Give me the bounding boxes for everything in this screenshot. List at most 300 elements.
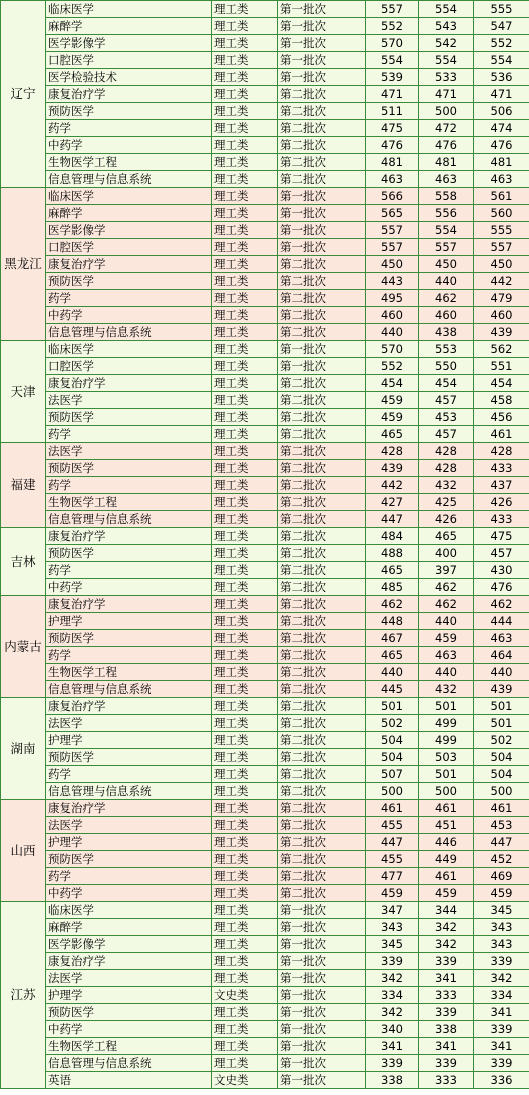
avg-score-cell: 336 — [474, 1072, 529, 1089]
max-score-cell: 557 — [366, 222, 419, 239]
major-cell: 康复治疗学 — [46, 375, 212, 392]
batch-cell: 第一批次 — [278, 1055, 366, 1072]
batch-cell: 第二批次 — [278, 137, 366, 154]
table-row — [1, 375, 529, 392]
max-score-cell: 484 — [366, 528, 419, 545]
min-score-cell: 446 — [419, 834, 474, 851]
avg-score-cell: 342 — [474, 970, 529, 987]
table-row — [1, 630, 529, 647]
avg-score-cell: 461 — [474, 426, 529, 443]
batch-cell: 第二批次 — [278, 256, 366, 273]
table-row — [1, 834, 529, 851]
category-cell: 理工类 — [212, 154, 278, 171]
major-cell: 康复治疗学 — [46, 596, 212, 613]
max-score-cell: 342 — [366, 970, 419, 987]
category-cell: 理工类 — [212, 494, 278, 511]
batch-cell: 第二批次 — [278, 596, 366, 613]
batch-cell: 第二批次 — [278, 749, 366, 766]
table-row — [1, 494, 529, 511]
batch-cell: 第二批次 — [278, 545, 366, 562]
avg-score-cell: 551 — [474, 358, 529, 375]
table-row — [1, 749, 529, 766]
major-cell: 预防医学 — [46, 545, 212, 562]
min-score-cell: 339 — [419, 953, 474, 970]
category-cell: 理工类 — [212, 137, 278, 154]
avg-score-cell: 562 — [474, 341, 529, 358]
min-score-cell: 553 — [419, 341, 474, 358]
batch-cell: 第二批次 — [278, 613, 366, 630]
category-cell: 理工类 — [212, 86, 278, 103]
avg-score-cell: 464 — [474, 647, 529, 664]
avg-score-cell: 463 — [474, 171, 529, 188]
batch-cell: 第二批次 — [278, 630, 366, 647]
min-score-cell: 463 — [419, 171, 474, 188]
min-score-cell: 432 — [419, 477, 474, 494]
avg-score-cell: 341 — [474, 1004, 529, 1021]
table-row — [1, 188, 529, 205]
avg-score-cell: 433 — [474, 460, 529, 477]
min-score-cell: 400 — [419, 545, 474, 562]
max-score-cell: 511 — [366, 103, 419, 120]
major-cell: 麻醉学 — [46, 205, 212, 222]
category-cell: 理工类 — [212, 103, 278, 120]
category-cell: 理工类 — [212, 681, 278, 698]
table-row — [1, 426, 529, 443]
major-cell: 预防医学 — [46, 851, 212, 868]
category-cell: 理工类 — [212, 290, 278, 307]
avg-score-cell: 444 — [474, 613, 529, 630]
max-score-cell: 447 — [366, 511, 419, 528]
max-score-cell: 539 — [366, 69, 419, 86]
min-score-cell: 425 — [419, 494, 474, 511]
table-row — [1, 171, 529, 188]
major-cell: 生物医学工程 — [46, 1038, 212, 1055]
avg-score-cell: 481 — [474, 154, 529, 171]
min-score-cell: 501 — [419, 698, 474, 715]
batch-cell: 第二批次 — [278, 307, 366, 324]
min-score-cell: 454 — [419, 375, 474, 392]
min-score-cell: 543 — [419, 18, 474, 35]
max-score-cell: 443 — [366, 273, 419, 290]
max-score-cell: 566 — [366, 188, 419, 205]
avg-score-cell: 339 — [474, 1055, 529, 1072]
batch-cell: 第二批次 — [278, 851, 366, 868]
max-score-cell: 347 — [366, 902, 419, 919]
batch-cell: 第二批次 — [278, 885, 366, 902]
batch-cell: 第一批次 — [278, 222, 366, 239]
major-cell: 药学 — [46, 290, 212, 307]
table-row — [1, 35, 529, 52]
major-cell: 预防医学 — [46, 460, 212, 477]
batch-cell: 第二批次 — [278, 375, 366, 392]
table-body — [1, 1, 529, 1089]
table-row — [1, 324, 529, 341]
category-cell: 理工类 — [212, 1004, 278, 1021]
avg-score-cell: 454 — [474, 375, 529, 392]
max-score-cell: 341 — [366, 1038, 419, 1055]
batch-cell: 第二批次 — [278, 817, 366, 834]
major-cell: 口腔医学 — [46, 52, 212, 69]
category-cell: 理工类 — [212, 579, 278, 596]
max-score-cell: 507 — [366, 766, 419, 783]
table-row — [1, 579, 529, 596]
avg-score-cell: 561 — [474, 188, 529, 205]
min-score-cell: 450 — [419, 256, 474, 273]
max-score-cell: 504 — [366, 749, 419, 766]
category-cell: 理工类 — [212, 732, 278, 749]
max-score-cell: 340 — [366, 1021, 419, 1038]
max-score-cell: 334 — [366, 987, 419, 1004]
min-score-cell: 558 — [419, 188, 474, 205]
batch-cell: 第二批次 — [278, 409, 366, 426]
major-cell: 康复治疗学 — [46, 256, 212, 273]
table-row — [1, 239, 529, 256]
table-row — [1, 1038, 529, 1055]
major-cell: 生物医学工程 — [46, 154, 212, 171]
max-score-cell: 427 — [366, 494, 419, 511]
avg-score-cell: 460 — [474, 307, 529, 324]
max-score-cell: 459 — [366, 392, 419, 409]
category-cell: 理工类 — [212, 647, 278, 664]
min-score-cell: 440 — [419, 613, 474, 630]
category-cell: 理工类 — [212, 936, 278, 953]
avg-score-cell: 504 — [474, 749, 529, 766]
min-score-cell: 500 — [419, 783, 474, 800]
max-score-cell: 467 — [366, 630, 419, 647]
min-score-cell: 342 — [419, 919, 474, 936]
avg-score-cell: 471 — [474, 86, 529, 103]
major-cell: 药学 — [46, 562, 212, 579]
max-score-cell: 442 — [366, 477, 419, 494]
table-row — [1, 783, 529, 800]
major-cell: 医学影像学 — [46, 35, 212, 52]
min-score-cell: 462 — [419, 290, 474, 307]
max-score-cell: 447 — [366, 834, 419, 851]
batch-cell: 第二批次 — [278, 647, 366, 664]
avg-score-cell: 555 — [474, 1, 529, 18]
category-cell: 理工类 — [212, 307, 278, 324]
max-score-cell: 440 — [366, 664, 419, 681]
max-score-cell: 338 — [366, 1072, 419, 1089]
max-score-cell: 500 — [366, 783, 419, 800]
table-row — [1, 256, 529, 273]
major-cell: 医学影像学 — [46, 936, 212, 953]
min-score-cell: 397 — [419, 562, 474, 579]
min-score-cell: 461 — [419, 868, 474, 885]
max-score-cell: 502 — [366, 715, 419, 732]
major-cell: 信息管理与信息系统 — [46, 681, 212, 698]
batch-cell: 第一批次 — [278, 52, 366, 69]
table-row — [1, 154, 529, 171]
avg-score-cell: 343 — [474, 936, 529, 953]
avg-score-cell: 500 — [474, 783, 529, 800]
max-score-cell: 552 — [366, 358, 419, 375]
batch-cell: 第一批次 — [278, 35, 366, 52]
category-cell: 理工类 — [212, 528, 278, 545]
min-score-cell: 476 — [419, 137, 474, 154]
major-cell: 英语 — [46, 1072, 212, 1089]
max-score-cell: 440 — [366, 324, 419, 341]
min-score-cell: 428 — [419, 443, 474, 460]
max-score-cell: 445 — [366, 681, 419, 698]
major-cell: 信息管理与信息系统 — [46, 511, 212, 528]
avg-score-cell: 469 — [474, 868, 529, 885]
min-score-cell: 461 — [419, 800, 474, 817]
category-cell: 理工类 — [212, 868, 278, 885]
table-row — [1, 851, 529, 868]
table-row — [1, 647, 529, 664]
min-score-cell: 499 — [419, 715, 474, 732]
major-cell: 康复治疗学 — [46, 86, 212, 103]
avg-score-cell: 501 — [474, 698, 529, 715]
category-cell: 理工类 — [212, 1055, 278, 1072]
batch-cell: 第一批次 — [278, 1021, 366, 1038]
table-row — [1, 528, 529, 545]
table-row — [1, 715, 529, 732]
batch-cell: 第一批次 — [278, 953, 366, 970]
avg-score-cell: 341 — [474, 1038, 529, 1055]
category-cell: 理工类 — [212, 902, 278, 919]
max-score-cell: 454 — [366, 375, 419, 392]
min-score-cell: 333 — [419, 1072, 474, 1089]
major-cell: 药学 — [46, 766, 212, 783]
min-score-cell: 542 — [419, 35, 474, 52]
table-row — [1, 987, 529, 1004]
avg-score-cell: 457 — [474, 545, 529, 562]
max-score-cell: 460 — [366, 307, 419, 324]
max-score-cell: 450 — [366, 256, 419, 273]
batch-cell: 第二批次 — [278, 562, 366, 579]
batch-cell: 第二批次 — [278, 426, 366, 443]
table-row — [1, 613, 529, 630]
category-cell: 理工类 — [212, 783, 278, 800]
province-cell: 江苏 — [1, 902, 46, 1089]
batch-cell: 第二批次 — [278, 800, 366, 817]
min-score-cell: 440 — [419, 664, 474, 681]
table-row — [1, 341, 529, 358]
avg-score-cell: 475 — [474, 528, 529, 545]
category-cell: 理工类 — [212, 222, 278, 239]
max-score-cell: 481 — [366, 154, 419, 171]
batch-cell: 第二批次 — [278, 715, 366, 732]
category-cell: 理工类 — [212, 18, 278, 35]
major-cell: 麻醉学 — [46, 18, 212, 35]
min-score-cell: 341 — [419, 1038, 474, 1055]
avg-score-cell: 474 — [474, 120, 529, 137]
avg-score-cell: 452 — [474, 851, 529, 868]
category-cell: 理工类 — [212, 392, 278, 409]
batch-cell: 第二批次 — [278, 868, 366, 885]
table-row — [1, 18, 529, 35]
category-cell: 理工类 — [212, 970, 278, 987]
category-cell: 理工类 — [212, 120, 278, 137]
avg-score-cell: 554 — [474, 52, 529, 69]
major-cell: 生物医学工程 — [46, 494, 212, 511]
table-row — [1, 562, 529, 579]
table-row — [1, 222, 529, 239]
table-row — [1, 409, 529, 426]
max-score-cell: 455 — [366, 817, 419, 834]
batch-cell: 第二批次 — [278, 154, 366, 171]
batch-cell: 第二批次 — [278, 460, 366, 477]
category-cell: 理工类 — [212, 715, 278, 732]
category-cell: 理工类 — [212, 1, 278, 18]
major-cell: 医学检验技术 — [46, 69, 212, 86]
table-row — [1, 86, 529, 103]
avg-score-cell: 343 — [474, 919, 529, 936]
table-row — [1, 953, 529, 970]
avg-score-cell: 433 — [474, 511, 529, 528]
avg-score-cell: 463 — [474, 630, 529, 647]
major-cell: 临床医学 — [46, 1, 212, 18]
table-row — [1, 868, 529, 885]
major-cell: 生物医学工程 — [46, 664, 212, 681]
table-row — [1, 970, 529, 987]
category-cell: 理工类 — [212, 800, 278, 817]
table-row — [1, 52, 529, 69]
avg-score-cell: 506 — [474, 103, 529, 120]
table-row — [1, 358, 529, 375]
avg-score-cell: 453 — [474, 817, 529, 834]
batch-cell: 第一批次 — [278, 69, 366, 86]
batch-cell: 第二批次 — [278, 171, 366, 188]
category-cell: 理工类 — [212, 239, 278, 256]
avg-score-cell: 552 — [474, 35, 529, 52]
max-score-cell: 552 — [366, 18, 419, 35]
table-row — [1, 596, 529, 613]
batch-cell: 第一批次 — [278, 1072, 366, 1089]
min-score-cell: 481 — [419, 154, 474, 171]
max-score-cell: 504 — [366, 732, 419, 749]
batch-cell: 第一批次 — [278, 341, 366, 358]
major-cell: 法医学 — [46, 970, 212, 987]
batch-cell: 第二批次 — [278, 681, 366, 698]
min-score-cell: 457 — [419, 392, 474, 409]
min-score-cell: 440 — [419, 273, 474, 290]
table-row — [1, 919, 529, 936]
min-score-cell: 432 — [419, 681, 474, 698]
max-score-cell: 448 — [366, 613, 419, 630]
min-score-cell: 339 — [419, 1055, 474, 1072]
major-cell: 法医学 — [46, 392, 212, 409]
avg-score-cell: 430 — [474, 562, 529, 579]
max-score-cell: 461 — [366, 800, 419, 817]
batch-cell: 第二批次 — [278, 477, 366, 494]
min-score-cell: 556 — [419, 205, 474, 222]
min-score-cell: 426 — [419, 511, 474, 528]
category-cell: 理工类 — [212, 766, 278, 783]
batch-cell: 第二批次 — [278, 392, 366, 409]
max-score-cell: 488 — [366, 545, 419, 562]
category-cell: 理工类 — [212, 443, 278, 460]
max-score-cell: 459 — [366, 885, 419, 902]
category-cell: 理工类 — [212, 817, 278, 834]
category-cell: 理工类 — [212, 188, 278, 205]
max-score-cell: 475 — [366, 120, 419, 137]
table-row — [1, 800, 529, 817]
batch-cell: 第一批次 — [278, 936, 366, 953]
batch-cell: 第二批次 — [278, 443, 366, 460]
min-score-cell: 503 — [419, 749, 474, 766]
category-cell: 文史类 — [212, 987, 278, 1004]
max-score-cell: 459 — [366, 409, 419, 426]
batch-cell: 第二批次 — [278, 324, 366, 341]
major-cell: 中药学 — [46, 579, 212, 596]
batch-cell: 第二批次 — [278, 511, 366, 528]
table-row — [1, 307, 529, 324]
table-row — [1, 120, 529, 137]
province-cell: 天津 — [1, 341, 46, 443]
max-score-cell: 339 — [366, 953, 419, 970]
major-cell: 预防医学 — [46, 1004, 212, 1021]
min-score-cell: 341 — [419, 970, 474, 987]
table-row — [1, 681, 529, 698]
batch-cell: 第一批次 — [278, 1038, 366, 1055]
category-cell: 理工类 — [212, 834, 278, 851]
major-cell: 口腔医学 — [46, 239, 212, 256]
table-row — [1, 545, 529, 562]
min-score-cell: 342 — [419, 936, 474, 953]
batch-cell: 第一批次 — [278, 970, 366, 987]
avg-score-cell: 339 — [474, 953, 529, 970]
avg-score-cell: 437 — [474, 477, 529, 494]
category-cell: 理工类 — [212, 919, 278, 936]
batch-cell: 第一批次 — [278, 1, 366, 18]
major-cell: 中药学 — [46, 307, 212, 324]
major-cell: 预防医学 — [46, 103, 212, 120]
major-cell: 信息管理与信息系统 — [46, 171, 212, 188]
batch-cell: 第二批次 — [278, 732, 366, 749]
avg-score-cell: 339 — [474, 1021, 529, 1038]
max-score-cell: 465 — [366, 426, 419, 443]
min-score-cell: 338 — [419, 1021, 474, 1038]
min-score-cell: 465 — [419, 528, 474, 545]
max-score-cell: 554 — [366, 52, 419, 69]
category-cell: 理工类 — [212, 664, 278, 681]
max-score-cell: 570 — [366, 35, 419, 52]
batch-cell: 第二批次 — [278, 86, 366, 103]
avg-score-cell: 557 — [474, 239, 529, 256]
avg-score-cell: 479 — [474, 290, 529, 307]
category-cell: 理工类 — [212, 630, 278, 647]
max-score-cell: 462 — [366, 596, 419, 613]
major-cell: 麻醉学 — [46, 919, 212, 936]
category-cell: 理工类 — [212, 460, 278, 477]
category-cell: 理工类 — [212, 426, 278, 443]
min-score-cell: 471 — [419, 86, 474, 103]
table-row — [1, 273, 529, 290]
min-score-cell: 500 — [419, 103, 474, 120]
category-cell: 理工类 — [212, 273, 278, 290]
batch-cell: 第一批次 — [278, 18, 366, 35]
max-score-cell: 565 — [366, 205, 419, 222]
max-score-cell: 557 — [366, 239, 419, 256]
min-score-cell: 554 — [419, 1, 474, 18]
province-cell: 山西 — [1, 800, 46, 902]
table-row — [1, 511, 529, 528]
category-cell: 理工类 — [212, 375, 278, 392]
province-cell: 黑龙江 — [1, 188, 46, 341]
major-cell: 康复治疗学 — [46, 800, 212, 817]
min-score-cell: 462 — [419, 596, 474, 613]
avg-score-cell: 426 — [474, 494, 529, 511]
min-score-cell: 453 — [419, 409, 474, 426]
batch-cell: 第二批次 — [278, 120, 366, 137]
min-score-cell: 533 — [419, 69, 474, 86]
table-row — [1, 477, 529, 494]
min-score-cell: 499 — [419, 732, 474, 749]
min-score-cell: 550 — [419, 358, 474, 375]
